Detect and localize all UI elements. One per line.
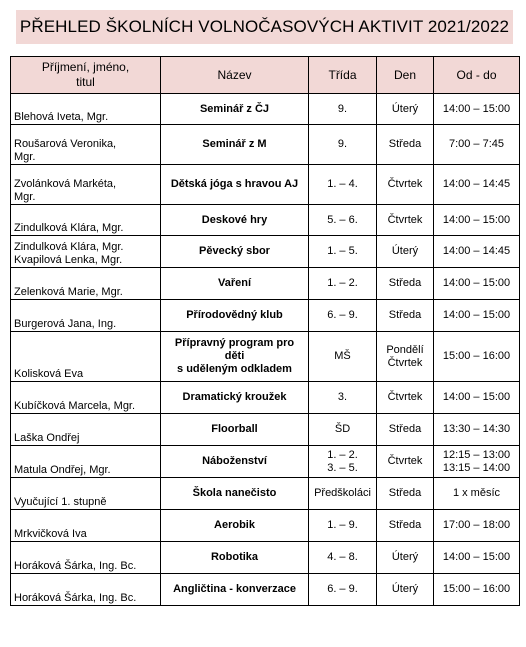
cell-day: Středa xyxy=(377,414,434,446)
cell-day: Středa xyxy=(377,268,434,300)
cell-activity: Deskové hry xyxy=(161,205,309,236)
header-day: Den xyxy=(377,57,434,94)
cell-day: Středa xyxy=(377,478,434,510)
table-row xyxy=(11,414,520,446)
cell-day: Úterý xyxy=(377,236,434,268)
cell-class: MŠ xyxy=(309,332,377,382)
cell-time: 14:00 – 15:00 xyxy=(434,382,520,414)
table-row xyxy=(11,94,520,125)
cell-name: Vyučující 1. stupně xyxy=(11,478,161,510)
cell-class: 1. – 9. xyxy=(309,510,377,542)
cell-day: Čtvrtek xyxy=(377,382,434,414)
cell-name: Laška Ondřej xyxy=(11,414,161,446)
cell-time: 14:00 – 15:00 xyxy=(434,94,520,125)
table-row xyxy=(11,446,520,478)
cell-activity: Náboženství xyxy=(161,446,309,478)
cell-day: Čtvrtek xyxy=(377,205,434,236)
cell-time: 15:00 – 16:00 xyxy=(434,332,520,382)
cell-class: 3. xyxy=(309,382,377,414)
cell-class: Předškoláci xyxy=(309,478,377,510)
cell-activity: Pěvecký sbor xyxy=(161,236,309,268)
document-title: PŘEHLED ŠKOLNÍCH VOLNOČASOVÝCH AKTIVIT 2021/2022 xyxy=(19,17,510,36)
cell-time: 15:00 – 16:00 xyxy=(434,574,520,606)
cell-time: 1 x měsíc xyxy=(434,478,520,510)
cell-day: Úterý xyxy=(377,94,434,125)
table-row xyxy=(11,268,520,300)
cell-name: Roušarová Veronika, Mgr. xyxy=(11,125,161,165)
cell-activity: Přípravný program pro děti s uděleným odkladem xyxy=(161,332,309,382)
header-row xyxy=(11,57,520,94)
cell-class: 6. – 9. xyxy=(309,300,377,332)
table-row xyxy=(11,205,520,236)
cell-day: Pondělí Čtvrtek xyxy=(377,332,434,382)
cell-class: 1. – 2. xyxy=(309,268,377,300)
cell-name: Horáková Šárka, Ing. Bc. xyxy=(11,574,161,606)
table-row xyxy=(11,236,520,268)
cell-time: 14:00 – 15:00 xyxy=(434,300,520,332)
cell-name: Zindulková Klára, Mgr. xyxy=(11,205,161,236)
cell-day: Středa xyxy=(377,125,434,165)
cell-day: Úterý xyxy=(377,574,434,606)
header-name: Příjmení, jméno, titul xyxy=(11,57,161,94)
cell-activity: Přírodovědný klub xyxy=(161,300,309,332)
cell-name: Matula Ondřej, Mgr. xyxy=(11,446,161,478)
cell-time: 14:00 – 14:45 xyxy=(434,236,520,268)
cell-class: 4. – 8. xyxy=(309,542,377,574)
cell-name: Horáková Šárka, Ing. Bc. xyxy=(11,542,161,574)
cell-time: 12:15 – 13:00 13:15 – 14:00 xyxy=(434,446,520,478)
cell-time: 14:00 – 15:00 xyxy=(434,268,520,300)
cell-day: Středa xyxy=(377,300,434,332)
cell-day: Čtvrtek xyxy=(377,446,434,478)
table-row xyxy=(11,574,520,606)
activities-table xyxy=(10,56,520,606)
cell-activity: Dramatický kroužek xyxy=(161,382,309,414)
cell-name: Kolisková Eva xyxy=(11,332,161,382)
cell-name: Zvolánková Markéta, Mgr. xyxy=(11,165,161,205)
table-row xyxy=(11,165,520,205)
table-row xyxy=(11,382,520,414)
cell-class: ŠD xyxy=(309,414,377,446)
cell-time: 17:00 – 18:00 xyxy=(434,510,520,542)
cell-class: 1. – 5. xyxy=(309,236,377,268)
header-activity: Název xyxy=(161,57,309,94)
cell-time: 7:00 – 7:45 xyxy=(434,125,520,165)
cell-class: 6. – 9. xyxy=(309,574,377,606)
cell-class: 5. – 6. xyxy=(309,205,377,236)
cell-activity: Dětská jóga s hravou AJ xyxy=(161,165,309,205)
cell-day: Úterý xyxy=(377,542,434,574)
table-row xyxy=(11,125,520,165)
cell-time: 14:00 – 15:00 xyxy=(434,542,520,574)
cell-time: 13:30 – 14:30 xyxy=(434,414,520,446)
table-row xyxy=(11,542,520,574)
table-row xyxy=(11,478,520,510)
cell-class: 1. – 4. xyxy=(309,165,377,205)
cell-class: 9. xyxy=(309,94,377,125)
cell-activity: Robotika xyxy=(161,542,309,574)
cell-name: Kubíčková Marcela, Mgr. xyxy=(11,382,161,414)
cell-day: Středa xyxy=(377,510,434,542)
cell-name: Zindulková Klára, Mgr. Kvapilová Lenka, Mgr. xyxy=(11,236,161,268)
cell-name: Blehová Iveta, Mgr. xyxy=(11,94,161,125)
cell-activity: Seminář z M xyxy=(161,125,309,165)
cell-activity: Škola nanečisto xyxy=(161,478,309,510)
cell-activity: Angličtina - konverzace xyxy=(161,574,309,606)
header-class: Třída xyxy=(309,57,377,94)
cell-day: Čtvrtek xyxy=(377,165,434,205)
cell-class: 9. xyxy=(309,125,377,165)
cell-activity: Floorball xyxy=(161,414,309,446)
cell-time: 14:00 – 15:00 xyxy=(434,205,520,236)
table-row xyxy=(11,332,520,382)
cell-class: 1. – 2. 3. – 5. xyxy=(309,446,377,478)
table-row xyxy=(11,300,520,332)
cell-activity: Aerobik xyxy=(161,510,309,542)
cell-name: Burgerová Jana, Ing. xyxy=(11,300,161,332)
cell-activity: Seminář z ČJ xyxy=(161,94,309,125)
header-time: Od - do xyxy=(434,57,520,94)
cell-time: 14:00 – 14:45 xyxy=(434,165,520,205)
title-bar xyxy=(16,10,513,44)
table-row xyxy=(11,510,520,542)
cell-activity: Vaření xyxy=(161,268,309,300)
cell-name: Mrkvičková Iva xyxy=(11,510,161,542)
cell-name: Zelenková Marie, Mgr. xyxy=(11,268,161,300)
